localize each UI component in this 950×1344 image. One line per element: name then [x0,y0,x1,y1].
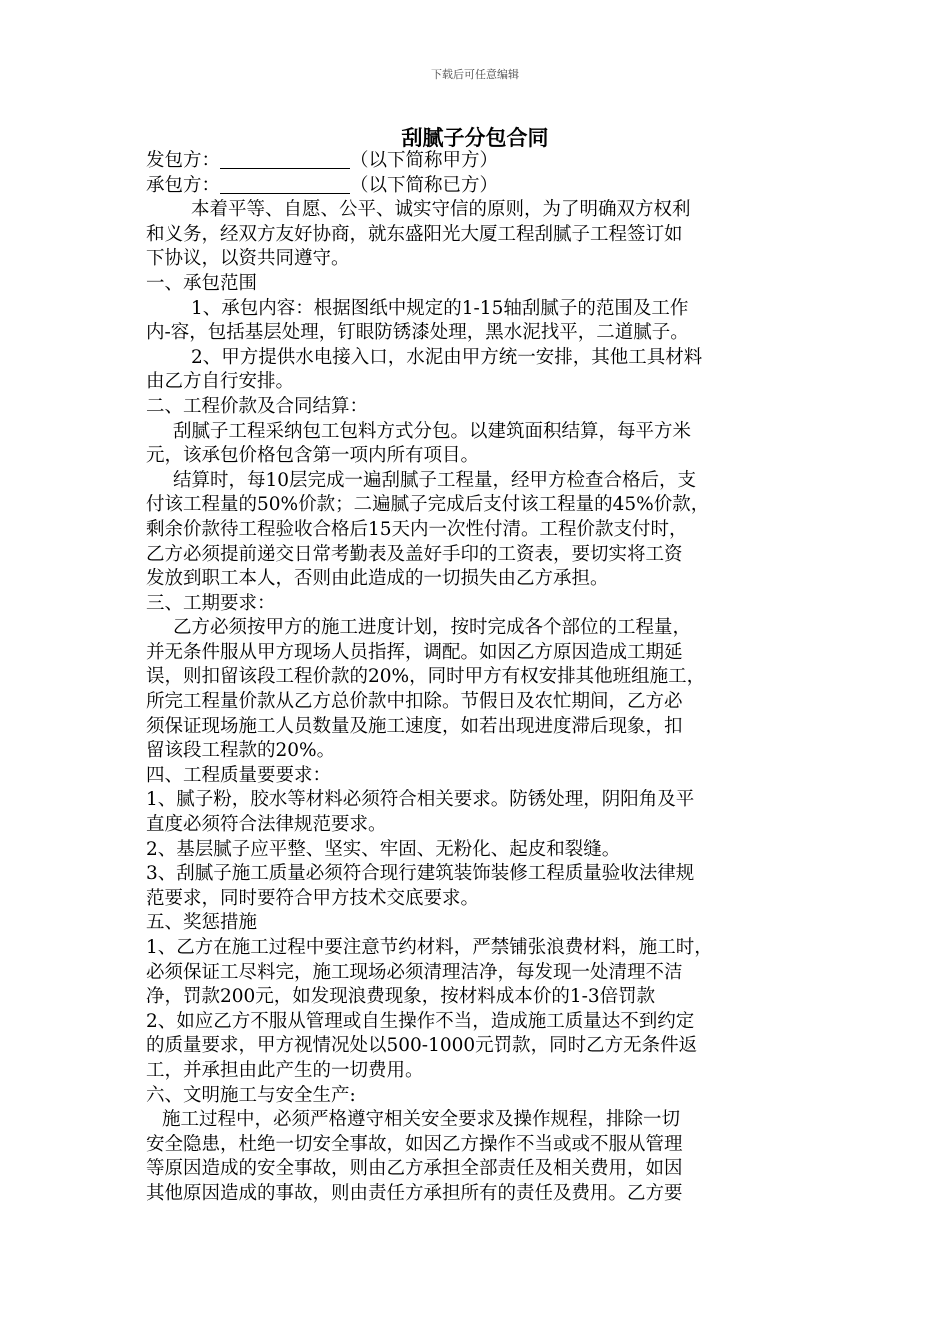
text-line: 和义务，经双方友好协商，就东盛阳光大厦工程刮腻子工程签订如 [146,223,683,245]
page-header: 下载后可任意编辑 [431,68,519,81]
text-line: 1、乙方在施工过程中要注意节约材料，严禁铺张浪费材料，施工时， [146,937,713,958]
section-heading: 一、承包范围 [146,272,258,294]
text-line: 留该段工程款的20%。 [146,740,336,762]
text-line: 等原因造成的安全事故，则由乙方承担全部责任及相关费用，如因 [146,1158,683,1180]
text-line: 工，并承担由此产生的一切费用。 [146,1059,424,1081]
text-line: 由乙方自行安排。 [146,371,295,393]
text-line: 乙方必须提前递交日常考勤表及盖好手印的工资表，要切实将工资 [146,543,683,565]
text-line: 结算时，每10层完成一遍刮腻子工程量，经甲方检查合格后，支 [173,469,697,491]
party-b-label: 承包方： [146,174,221,196]
text-line: 下协议，以资共同遵守。 [146,248,350,270]
text-line: 2、甲方提供水电接入口，水泥由甲方统一安排，其他工具材料 [191,346,703,368]
text-line: 须保证现场施工人员数量及施工速度，如若出现进度滞后现象，扣 [146,715,683,737]
text-line: 1、承包内容：根据图纸中规定的1-15轴刮腻子的范围及工作 [191,297,689,319]
text-line: 并无条件服从甲方现场人员指挥，调配。如因乙方原因造成工期延 [146,641,683,663]
text-line: 误，则扣留该段工程价款的20%，同时甲方有权安排其他班组施工， [146,666,706,688]
text-line: 2、如应乙方不服从管理或自生操作不当，造成施工质量达不到约定 [146,1010,695,1032]
text-line: 3、刮腻子施工质量必须符合现行建筑装饰装修工程质量验收法律规 [146,863,695,885]
text-line: 2、基层腻子应平整、坚实、牢固、无粉化、起皮和裂缝。 [146,838,621,860]
party-a-note: （以下简称甲方） [350,150,499,171]
text-line: 所完工程量价款从乙方总价款中扣除。节假日及农忙期间，乙方必 [146,691,683,713]
document-body [146,149,816,1207]
document-title: 刮腻子分包合同 [401,125,549,150]
text-line: 施工过程中，必须严格遵守相关安全要求及操作规程，排除一切 [162,1109,681,1131]
text-line: 其他原因造成的事故，则由责任方承担所有的责任及费用。乙方要 [146,1182,683,1204]
text-line: 1、腻子粉，胶水等材料必须符合相关要求。防锈处理，阴阳角及平 [146,789,695,811]
section-heading: 五、奖惩措施 [146,912,258,934]
text-line: 的质量要求，甲方视情况处以500-1000元罚款，同时乙方无条件返 [146,1035,698,1057]
text-line: 发放到职工本人，否则由此造成的一切损失由乙方承担。 [146,568,609,590]
text-line: 直度必须符合法律规范要求。 [146,814,387,836]
section-heading: 四、工程质量要要求： [146,764,332,786]
party-a-label: 发包方： [146,150,221,171]
text-line: 内-容，包括基层处理，钉眼防锈漆处理，黑水泥找平，二道腻子。 [146,322,689,344]
party-b-note: （以下简称已方） [350,174,499,196]
party-b-blank [220,174,350,194]
party-b-line [146,174,816,199]
text-line: 付该工程量的50%价款；二遍腻子完成后支付该工程量的45%价款， [146,494,710,516]
section-heading: 二、工程价款及合同结算： [146,395,369,417]
text-line: 乙方必须按甲方的施工进度计划，按时完成各个部位的工程量， [173,617,692,639]
party-a-blank [220,149,350,169]
text-line: 本着平等、自愿、公平、诚实守信的原则，为了明确双方权利 [191,199,691,221]
text-line: 剩余价款待工程验收合格后15天内一次性付清。工程价款支付时， [146,518,688,540]
text-line: 必须保证工尽料完，施工现场必须清理洁净，每发现一处清理不洁 [146,961,683,983]
text-line: 净，罚款200元，如发现浪费现象，按材料成本价的1-3倍罚款 [146,986,656,1008]
section-heading: 三、工期要求： [146,592,276,614]
text-line: 刮腻子工程采纳包工包料方式分包。以建筑面积结算，每平方米 [173,420,692,442]
section-heading: 六、文明施工与安全生产: [146,1084,356,1106]
text-line: 元，该承包价格包含第一项内所有项目。 [146,445,480,467]
text-line: 安全隐患，杜绝一切安全事故，如因乙方操作不当或或不服从管理 [146,1133,683,1155]
text-line: 范要求，同时要符合甲方技术交底要求。 [146,887,480,909]
party-a-line [146,149,816,174]
